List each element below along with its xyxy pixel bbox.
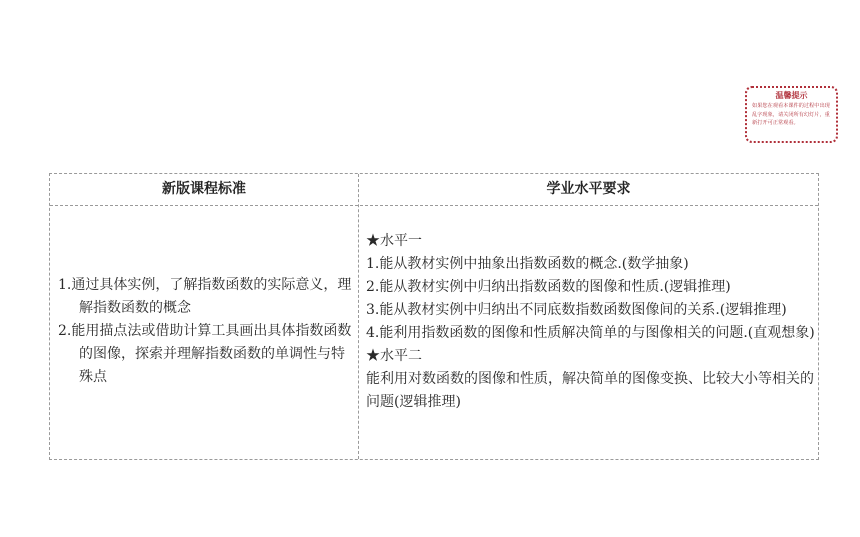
level-one-item: 2.能从教材实例中归纳出指数函数的图像和性质.(逻辑推理): [366, 279, 731, 295]
notice-title: 温馨提示: [775, 91, 808, 100]
level-one-item: 1.能从教材实例中抽象出指数函数的概念.(数学抽象): [366, 256, 689, 272]
standards-table: [49, 173, 819, 460]
column-divider: [358, 174, 359, 459]
header-curriculum-standard: 新版课程标准: [162, 181, 246, 197]
level-two-title: ★水平二: [366, 348, 422, 364]
header-academic-requirement: 学业水平要求: [546, 181, 631, 197]
standard-item: 2.能用描点法或借助计算工具画出具体指数函数的图像，探索并理解指数函数的单调性与特殊点: [58, 323, 352, 385]
level-one-item: 3.能从教材实例中归纳出不同底数指数函数图像间的关系.(逻辑推理): [366, 302, 787, 318]
level-two-text: 能利用对数函数的图像和性质，解决简单的图像变换、比较大小等相关的问题(逻辑推理): [366, 371, 814, 410]
notice-box: [745, 86, 838, 143]
level-one-item: 4.能利用指数函数的图像和性质解决简单的与图像相关的问题.(直观想象): [366, 325, 815, 341]
curriculum-standard-cell: [58, 274, 354, 389]
level-one-title: ★水平一: [366, 233, 422, 249]
notice-body: 如果您在观看本课件的过程中出现乱字现象，请关闭所有幻灯片，重新打开可正常观看。: [752, 103, 830, 126]
academic-requirement-cell: [366, 230, 816, 414]
standard-item: 1.通过具体实例，了解指数函数的实际意义，理解指数函数的概念: [58, 277, 352, 316]
